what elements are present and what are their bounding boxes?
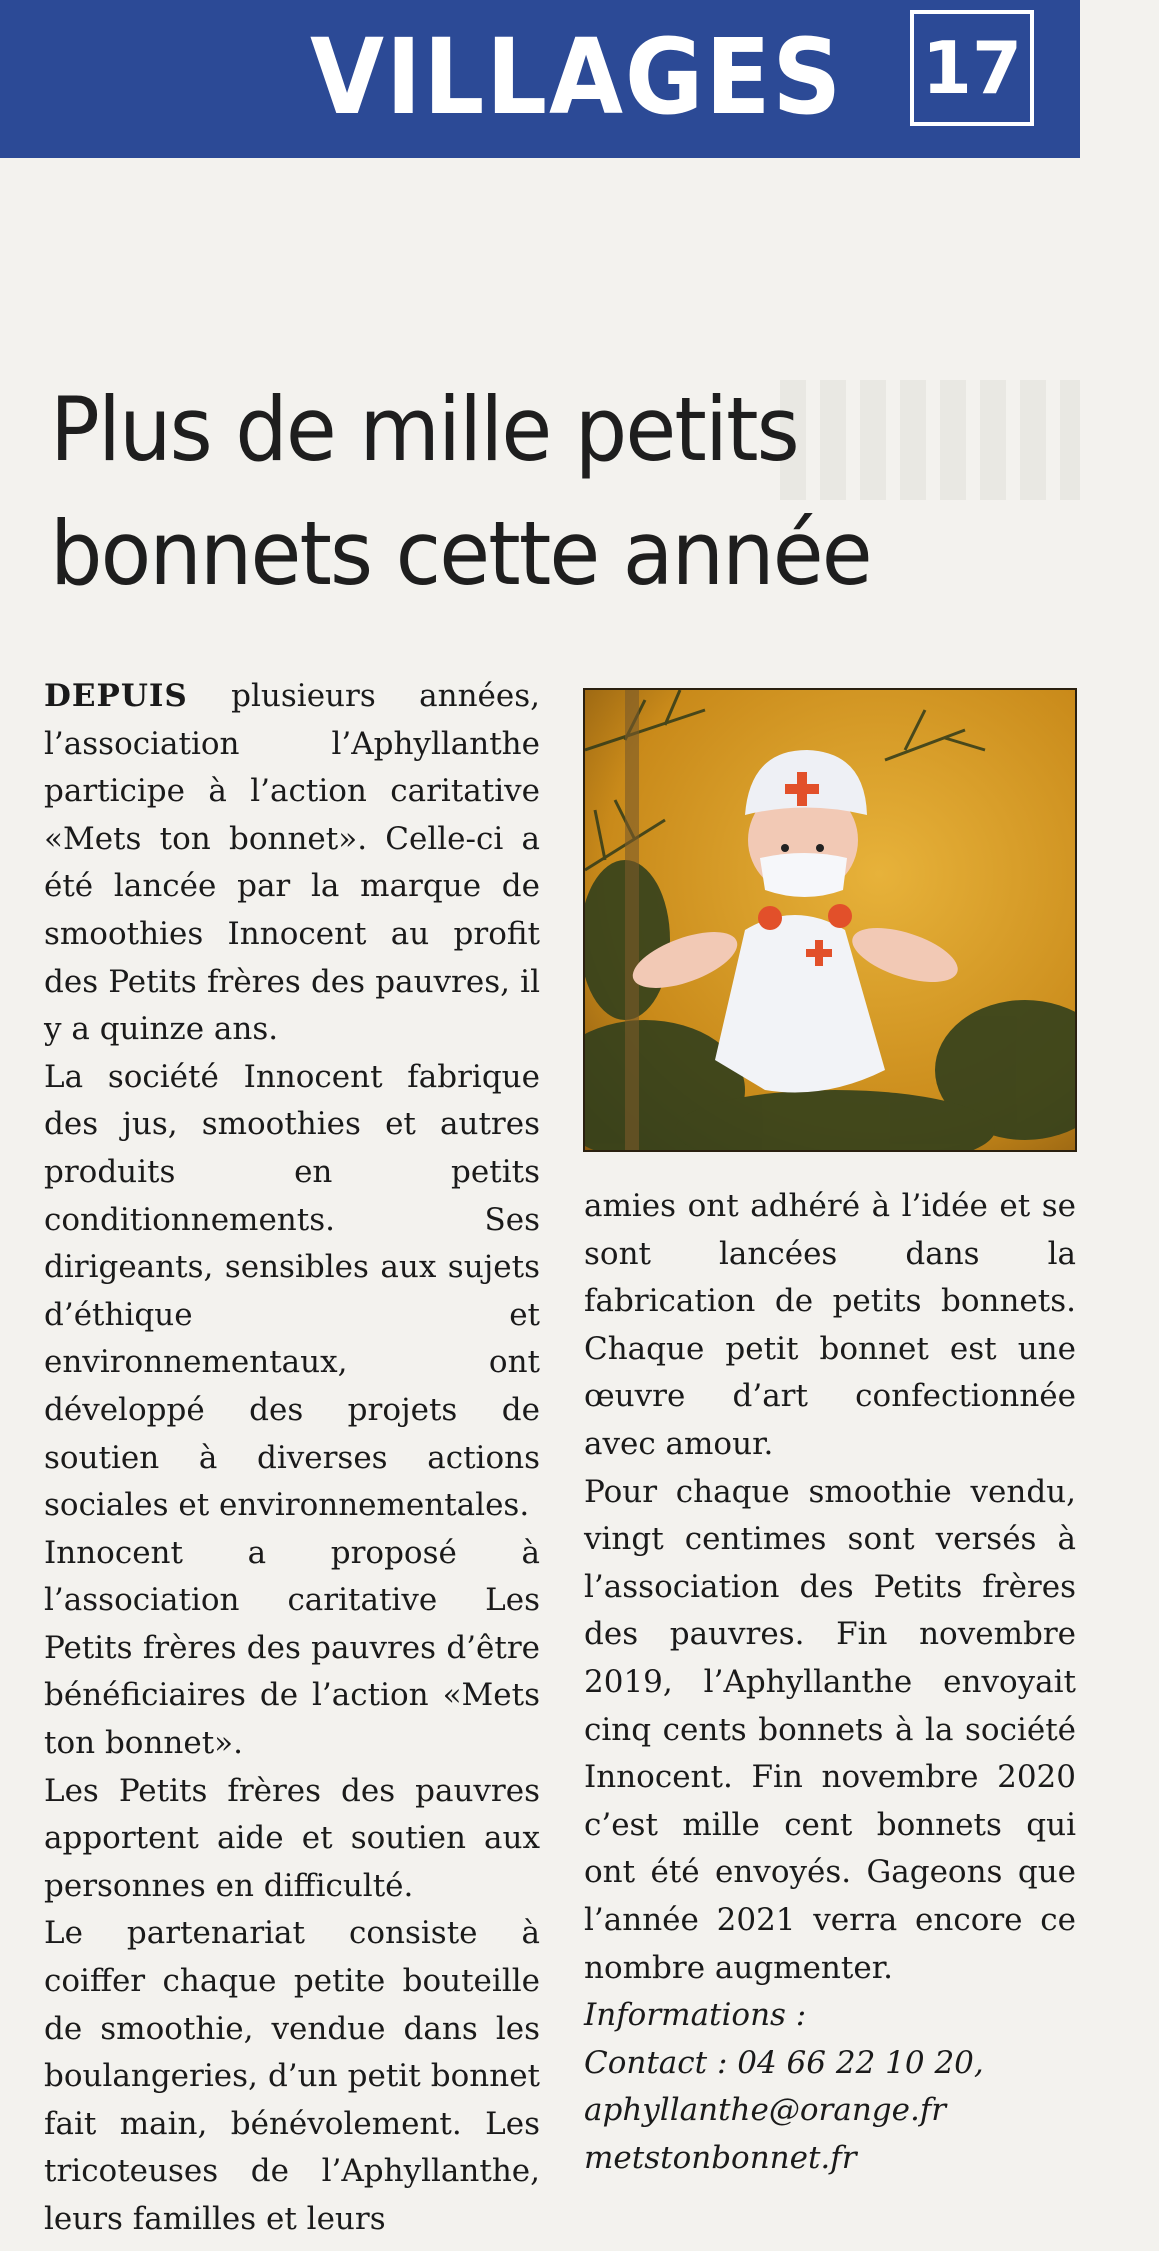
page-number: 17 bbox=[910, 10, 1034, 126]
headline-line-2: bonnets cette année bbox=[50, 502, 871, 605]
contact-website: metstonbonnet.fr bbox=[584, 2139, 857, 2176]
info-label: Informations : bbox=[584, 1997, 807, 2034]
paragraph: Innocent a proposé à l’association caritative Les Petits frères des pauvres d’être bénéficiaires de l’action «Mets ton bonnet». bbox=[44, 1534, 540, 1762]
knitted-doll-illustration bbox=[585, 690, 1075, 1150]
section-title: VILLAGES bbox=[310, 16, 844, 138]
paragraph: La société Innocent fabrique des jus, smoothies et autres produits en petits conditionnements. Ses dirigeants, sensibles aux sujets d’éthique et environnementaux, ont développé des projets de soutien à diverses actions sociales et environnementales. bbox=[44, 1058, 540, 1524]
contact-phone: Contact : 04 66 22 10 20, bbox=[584, 2044, 984, 2081]
article-column-right bbox=[584, 1183, 1076, 2182]
paragraph: amies ont adhéré à l’idée et se sont lancées dans la fabrication de petits bonnets. Chaque petit bonnet est une œuvre d’art confectionnée avec amour. bbox=[584, 1188, 1076, 1462]
paragraph: Le partenariat consiste à coiffer chaque petite bouteille de smoothie, vendue dans les boulangeries, d’un petit bonnet fait main, bénévolement. Les tricoteuses de l’Aphyllanthe, leurs familles et leurs bbox=[44, 1915, 540, 2237]
article-column-left bbox=[44, 673, 540, 2244]
paragraph-text: plusieurs années, l’association l’Aphyllanthe participe à l’action caritative «Mets ton bonnet». Celle-ci a été lancée par la marque de smoothies Innocent au profit des Petits frères des pauvres, il y a quinze ans. bbox=[44, 678, 540, 1048]
paragraph: Les Petits frères des pauvres apportent aide et soutien aux personnes en difficulté. bbox=[44, 1772, 540, 1904]
contact-email: aphyllanthe@orange.fr bbox=[584, 2092, 947, 2129]
section-header-bar bbox=[0, 0, 1080, 158]
headline-line-1: Plus de mille petits bbox=[50, 378, 798, 481]
lede-word: DEPUIS bbox=[44, 678, 188, 714]
article-headline bbox=[50, 368, 990, 616]
paragraph: Pour chaque smoothie vendu, vingt centimes sont versés à l’association des Petits frères des pauvres. Fin novembre 2019, l’Aphyllanthe envoyait cinq cents bonnets à la société Innocent. Fin novembre 2020 c’est mille cent bonnets qui ont été envoyés. Gageons que l’année 2021 verra encore ce nombre augmenter. bbox=[584, 1473, 1076, 1986]
article-photo bbox=[583, 688, 1077, 1152]
paragraph bbox=[44, 673, 540, 1054]
